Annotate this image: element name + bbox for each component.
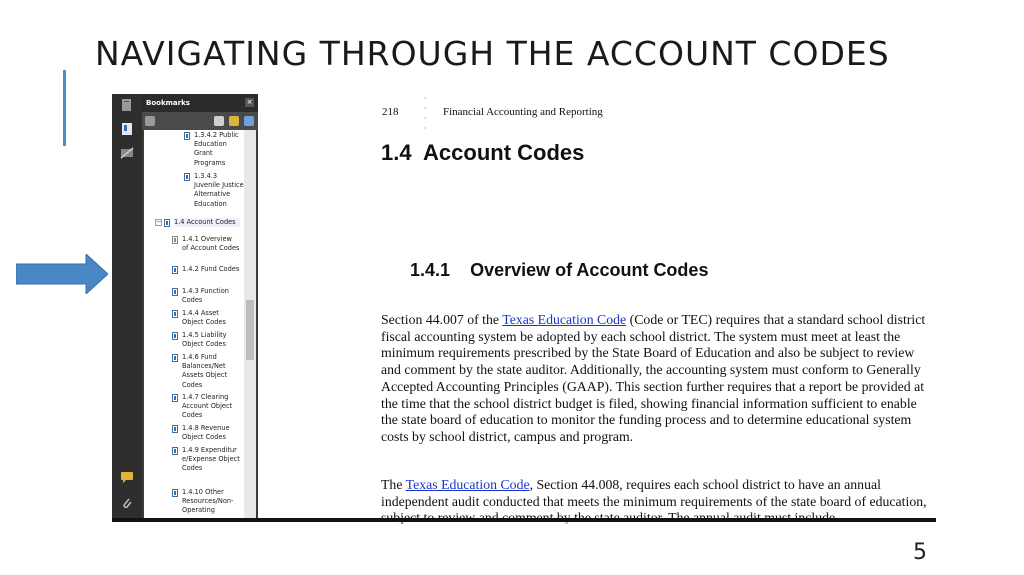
- close-icon[interactable]: ×: [246, 98, 253, 106]
- para2-text-b: , Section 44.008, requires each school district to have an annual independent audit conducted that meets the minimum requirements of the state board of education,: [381, 477, 927, 509]
- bookmark-item[interactable]: 1.3.4.2 Public Education Grant Programs: [194, 131, 239, 167]
- bookmarks-icon[interactable]: [120, 122, 134, 136]
- bookmark-icon: [172, 425, 178, 433]
- bookmark-item[interactable]: 1.4.10 Other Resources/Non-Operating: [182, 488, 234, 515]
- section-heading: [381, 140, 584, 166]
- bookmark-item[interactable]: 1.4.9 Expenditure/Expense Object Codes: [182, 446, 240, 473]
- para2-text-a: The: [381, 477, 406, 492]
- bookmark-icon: [172, 354, 178, 362]
- bookmark-item[interactable]: 1.4.5 Liability Object Codes: [182, 331, 227, 349]
- delete-bookmark-icon[interactable]: [214, 116, 224, 126]
- page-header-dots: · · · ·: [424, 94, 427, 133]
- screenshot-bottom-border: [112, 518, 936, 522]
- page-header-title: Financial Accounting and Reporting: [443, 106, 603, 118]
- bookmark-item[interactable]: 1.4.1 Overview of Account Codes: [182, 235, 240, 253]
- slide-title: NAVIGATING THROUGH THE ACCOUNT CODES: [95, 34, 890, 73]
- section-title: Account Codes: [423, 140, 585, 165]
- bookmark-tree: [144, 130, 244, 518]
- options-menu-icon[interactable]: [145, 116, 155, 126]
- bookmark-icon: [172, 394, 178, 402]
- bookmark-item[interactable]: 1.4.2 Fund Codes: [182, 265, 240, 273]
- bookmarks-header: [142, 94, 258, 112]
- slide-page-number: 5: [913, 540, 927, 565]
- paragraph-2: [381, 477, 931, 524]
- bookmarks-pane: [142, 94, 258, 522]
- page-header-number: 218: [382, 106, 399, 118]
- right-arrow-icon: [16, 254, 108, 294]
- attachments-layers-icon[interactable]: [120, 146, 134, 160]
- bookmark-item[interactable]: 1.4.8 Revenue Object Codes: [182, 424, 230, 442]
- bookmarks-panel: [112, 94, 258, 522]
- subsection-number: 1.4.1: [410, 260, 451, 280]
- bookmarks-title: Bookmarks: [146, 99, 190, 107]
- section-number: 1.4: [381, 140, 412, 165]
- comments-icon[interactable]: [120, 470, 134, 484]
- bookmark-item-account-codes[interactable]: 1.4 Account Codes: [174, 218, 240, 227]
- texas-education-code-link[interactable]: Texas Education Code: [405, 477, 530, 492]
- bookmark-icon: [172, 489, 178, 497]
- bookmark-icon: [172, 288, 178, 296]
- accent-line: [63, 70, 66, 146]
- bookmark-icon: [164, 219, 170, 227]
- navigation-toolbar: [112, 94, 142, 522]
- document-page: [372, 94, 936, 524]
- bookmark-item[interactable]: 1.4.6 Fund Balances/Net Assets Object Codes: [182, 353, 228, 389]
- bookmark-icon: [172, 266, 178, 274]
- bookmark-item[interactable]: 1.4.3 Function Codes: [182, 287, 229, 305]
- subsection-title: Overview of Account Codes: [470, 260, 709, 280]
- para1-text-b: (Code or TEC) requires that a standard school district fiscal accounting system be adopted by each school district. The system must meet at least the minimum requirements prescribed by the State Board of Education and also be subject to review and comment by the state auditor. Additionally, the accounting system must conform to Generally Accepted Accounting Principles (GAAP). This section further requires that a report be provided at the time that the school district budget is filed, showing financial information sufficient to enable the state board of education to monitor the funding process and to determine educational system costs by school district, campus and program.: [381, 312, 926, 444]
- collapse-icon[interactable]: −: [156, 218, 162, 226]
- paperclip-icon[interactable]: [120, 496, 134, 510]
- bookmark-icon: [172, 332, 178, 340]
- bookmark-item[interactable]: 1.4.7 Clearing Account Object Codes: [182, 393, 233, 420]
- bookmarks-toolbar: [142, 112, 258, 130]
- bookmark-item[interactable]: 1.3.4.3 Juvenile Justice Alternative Education: [194, 172, 244, 208]
- bookmark-icon: [172, 236, 178, 244]
- subsection-heading: [410, 260, 708, 281]
- page-thumbnails-icon[interactable]: [120, 98, 134, 112]
- bookmark-item[interactable]: 1.4.4 Asset Object Codes: [182, 309, 226, 327]
- para1-text-a: Section 44.007 of the: [381, 312, 503, 327]
- scrollbar-thumb[interactable]: [246, 300, 254, 360]
- bookmark-icon: [184, 132, 190, 140]
- bookmark-icon: [172, 310, 178, 318]
- new-bookmark-icon[interactable]: [229, 116, 239, 126]
- paragraph-1: [381, 312, 931, 446]
- texas-education-code-link[interactable]: Texas Education Code: [502, 312, 627, 327]
- expand-bookmark-icon[interactable]: [244, 116, 254, 126]
- bookmark-icon: [184, 173, 190, 181]
- bookmarks-scrollbar[interactable]: [244, 130, 256, 518]
- bookmark-icon: [172, 447, 178, 455]
